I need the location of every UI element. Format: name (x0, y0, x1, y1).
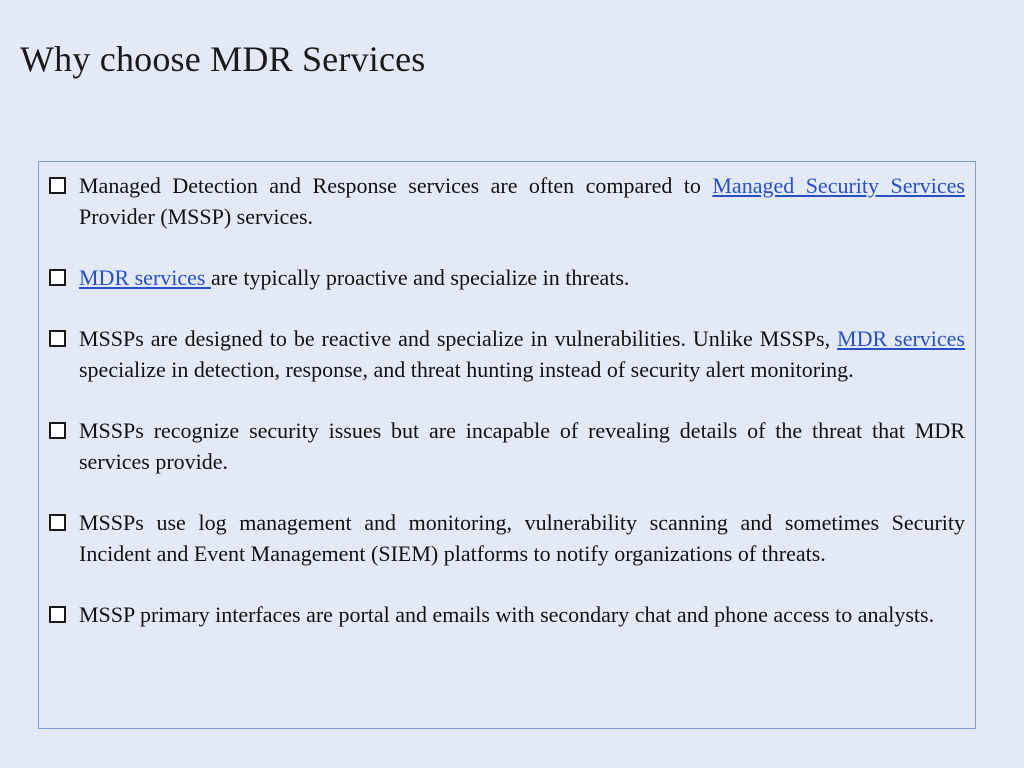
checkbox-bullet-icon (49, 422, 66, 439)
checkbox-bullet-icon (49, 514, 66, 531)
checkbox-bullet-icon (49, 330, 66, 347)
bullet-item (49, 415, 965, 477)
bullet-text (79, 323, 965, 385)
bullet-text (79, 262, 965, 293)
bullet-item (49, 507, 965, 569)
bullet-text-before: Managed Detection and Response services are often compared to (79, 173, 713, 198)
bullet-text: MSSP primary interfaces are portal and emails with secondary chat and phone access to analysts. (79, 602, 935, 627)
bullet-item (49, 262, 965, 293)
bullet-text: MSSPs use log management and monitoring, vulnerability scanning and sometimes Security Incident and Event Management (SIEM) platforms to notify organizations of threats. (79, 510, 965, 566)
checkbox-bullet-icon (49, 177, 66, 194)
bullet-item (49, 599, 965, 630)
bullet-item (49, 323, 965, 385)
checkbox-bullet-icon (49, 606, 66, 623)
bullet-text: MSSPs recognize security issues but are incapable of revealing details of the threat that MDR services provide. (79, 418, 965, 474)
checkbox-bullet-icon (49, 269, 66, 286)
mdr-services-link[interactable]: MDR services (837, 326, 965, 351)
content-box (38, 161, 976, 729)
slide-title: Why choose MDR Services (20, 39, 426, 79)
bullet-text-after: are typically proactive and specialize in threats. (210, 265, 630, 290)
bullet-text (79, 170, 965, 232)
bullet-item (49, 170, 965, 232)
bullet-text-before: MSSPs are designed to be reactive and specialize in vulnerabilities. Unlike MSSPs, (79, 326, 838, 351)
bullet-text-after: Provider (MSSP) services. (79, 204, 314, 229)
mdr-services-link[interactable]: MDR services (79, 265, 211, 290)
bullet-text-after: specialize in detection, response, and threat hunting instead of security alert monitoring. (79, 357, 854, 382)
managed-security-services-link[interactable]: Managed Security Services (712, 173, 965, 198)
